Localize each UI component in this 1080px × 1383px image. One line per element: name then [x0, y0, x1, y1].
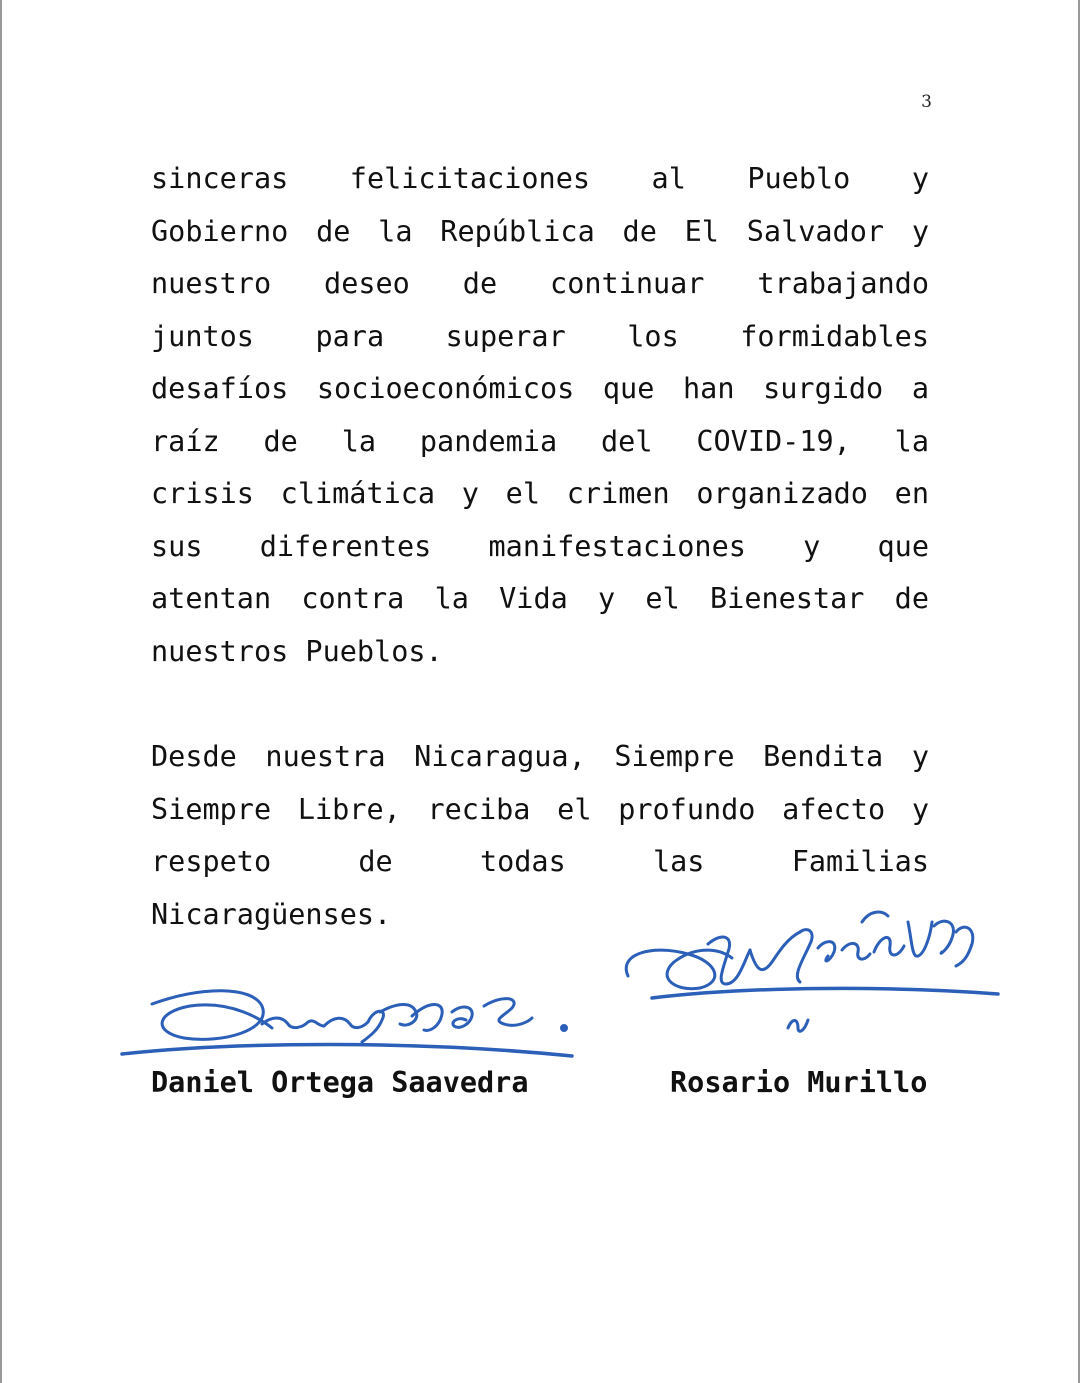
- paragraph-line: Siempre Libre, reciba el profundo afecto y: [151, 792, 929, 826]
- signature-daniel-ortega: [112, 972, 592, 1072]
- page-number: 3: [921, 92, 932, 112]
- signer-name-daniel-ortega: Daniel Ortega Saavedra: [151, 1066, 529, 1099]
- paragraph-line: crisis climática y el crimen organizado en: [151, 477, 929, 510]
- paragraph-line: raíz de la pandemia del COVID-19, la: [151, 424, 929, 458]
- paragraph-line: atentan contra la Vida y el Bienestar de: [151, 582, 929, 615]
- paragraph-line: sus diferentes manifestaciones y que: [151, 529, 929, 563]
- paragraph-line: respeto de todas las Familias: [151, 845, 929, 878]
- paragraph-line: desafíos socioeconómicos que han surgido a: [151, 372, 929, 405]
- paragraph-line: nuestros Pueblos.: [151, 634, 443, 668]
- paragraph-line: Nicaragüenses.: [151, 897, 392, 931]
- paragraph-line: nuestro deseo de continuar trabajando: [151, 267, 929, 300]
- paragraph-line: Gobierno de la República de El Salvador y: [151, 214, 929, 248]
- paragraph-line: juntos para superar los formidables: [151, 319, 929, 353]
- paragraph-line: Desde nuestra Nicaragua, Siempre Bendita y: [151, 740, 929, 773]
- letter-paragraph-1: [151, 153, 929, 678]
- signer-name-rosario-murillo: Rosario Murillo: [670, 1066, 928, 1099]
- page-left-edge: [0, 0, 2, 1383]
- signature-rosario-murillo: [612, 892, 1012, 1052]
- paragraph-line: sinceras felicitaciones al Pueblo y: [151, 162, 929, 195]
